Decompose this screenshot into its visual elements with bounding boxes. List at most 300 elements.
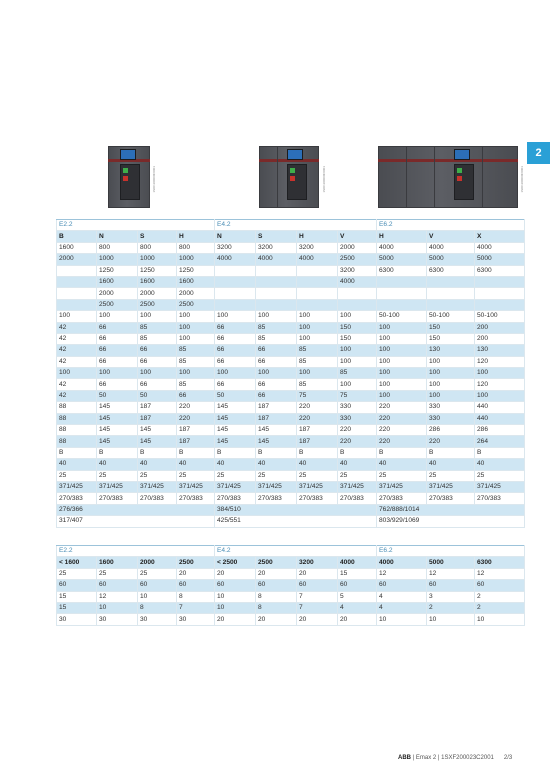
table-row xyxy=(57,356,525,367)
column-header: S xyxy=(256,231,297,242)
table-cell xyxy=(475,288,525,299)
table-cell: 100 xyxy=(377,379,427,390)
table-cell: 60 xyxy=(97,580,138,591)
column-header: S xyxy=(138,231,177,242)
table-cell: 3200 xyxy=(338,265,377,276)
image-code: 1SDC200000F0001 xyxy=(520,166,524,193)
table-cell: 100 xyxy=(427,379,475,390)
table-cell: 4000 xyxy=(377,242,427,253)
table-cell: 264 xyxy=(475,436,525,447)
table-cell: 30 xyxy=(57,614,97,625)
table-cell xyxy=(256,276,297,287)
table-cell: 10 xyxy=(427,614,475,625)
table-cell: 25 xyxy=(215,470,256,481)
table-cell: 100 xyxy=(97,368,138,379)
group-header: E6.2 xyxy=(377,220,525,231)
table-cell: 7 xyxy=(177,602,215,613)
table-cell: 25 xyxy=(138,568,177,579)
table-cell: 8 xyxy=(256,591,297,602)
table-cell: 8 xyxy=(138,602,177,613)
footer-brand: ABB xyxy=(398,755,411,761)
table-cell: 10 xyxy=(215,591,256,602)
column-header-row xyxy=(57,557,525,568)
table-cell: 100 xyxy=(57,311,97,322)
column-header: 2500 xyxy=(177,557,215,568)
group-header-row xyxy=(57,220,525,231)
table-cell: 5000 xyxy=(475,254,525,265)
table-cell: 330 xyxy=(427,413,475,424)
table-cell xyxy=(297,299,338,310)
table-cell: 60 xyxy=(475,580,525,591)
footer-separator: | xyxy=(437,755,442,761)
table-cell: 20 xyxy=(215,568,256,579)
table-cell: 25 xyxy=(57,568,97,579)
table-cell: 40 xyxy=(297,459,338,470)
table-cell xyxy=(427,299,475,310)
table-cell: 4 xyxy=(338,602,377,613)
table-cell: 40 xyxy=(97,459,138,470)
table-cell: 100 xyxy=(377,322,427,333)
table-cell: 220 xyxy=(177,402,215,413)
table-cell: 42 xyxy=(57,379,97,390)
table-cell: 200 xyxy=(475,322,525,333)
table-cell: 75 xyxy=(338,390,377,401)
table-cell: 371/425 xyxy=(138,481,177,492)
table-cell: 100 xyxy=(377,333,427,344)
table-cell: 60 xyxy=(138,580,177,591)
table-row xyxy=(57,568,525,579)
table-cell: B xyxy=(57,447,97,458)
group-header: E6.2 xyxy=(377,546,525,557)
table-cell: 85 xyxy=(177,345,215,356)
table-cell: 25 xyxy=(475,470,525,481)
table-cell: 10 xyxy=(215,602,256,613)
table-cell: 12 xyxy=(377,568,427,579)
table-cell: 40 xyxy=(338,459,377,470)
footer-separator: | xyxy=(412,755,416,761)
table-cell: 60 xyxy=(427,580,475,591)
table-cell: 371/425 xyxy=(57,481,97,492)
table-cell: 1600 xyxy=(177,276,215,287)
table-cell: 220 xyxy=(377,413,427,424)
group-header: E4.2 xyxy=(215,220,377,231)
weight-row xyxy=(57,504,525,515)
table-cell: 220 xyxy=(377,402,427,413)
table-cell: 220 xyxy=(297,402,338,413)
table-cell: 2000 xyxy=(338,242,377,253)
table-cell: 40 xyxy=(215,459,256,470)
table-cell: 66 xyxy=(138,345,177,356)
table-cell: 145 xyxy=(256,436,297,447)
table-cell: 25 xyxy=(177,470,215,481)
table-cell: 145 xyxy=(215,425,256,436)
cabinet-stripe xyxy=(378,159,518,162)
table-cell: 100 xyxy=(297,368,338,379)
table-cell: 220 xyxy=(338,425,377,436)
table-cell: 1600 xyxy=(97,276,138,287)
table-cell xyxy=(338,288,377,299)
table-cell: 270/383 xyxy=(427,493,475,504)
footer-page-number: 2/3 xyxy=(503,755,513,761)
table-cell: 3200 xyxy=(297,242,338,253)
table-cell: 145 xyxy=(97,436,138,447)
table-cell: 270/383 xyxy=(475,493,525,504)
table-cell: 3200 xyxy=(215,242,256,253)
table-row xyxy=(57,299,525,310)
table-cell xyxy=(215,288,256,299)
table-cell: 286 xyxy=(475,425,525,436)
table-cell: 150 xyxy=(338,322,377,333)
table-cell: 2000 xyxy=(138,288,177,299)
table-row xyxy=(57,322,525,333)
table-cell: 200 xyxy=(475,333,525,344)
table-cell: 66 xyxy=(97,345,138,356)
table-cell: 85 xyxy=(177,379,215,390)
table-cell: 1000 xyxy=(97,254,138,265)
table-row xyxy=(57,333,525,344)
table-cell: 66 xyxy=(177,390,215,401)
table-row xyxy=(57,459,525,470)
table-cell: 85 xyxy=(177,356,215,367)
cabinet-seam xyxy=(434,146,435,208)
cabinet-seam xyxy=(277,146,278,208)
cabinet-e42 xyxy=(259,146,319,208)
table-cell: 12 xyxy=(97,591,138,602)
table-cell: 25 xyxy=(297,470,338,481)
table-cell xyxy=(215,299,256,310)
table-cell: 120 xyxy=(475,379,525,390)
table-cell: 66 xyxy=(138,379,177,390)
table-cell: 2 xyxy=(475,591,525,602)
product-image-e42 xyxy=(259,146,333,208)
table-cell: 145 xyxy=(215,413,256,424)
group-header: E4.2 xyxy=(215,546,377,557)
table-cell: 85 xyxy=(138,322,177,333)
table-cell: 1600 xyxy=(138,276,177,287)
table-cell: 4 xyxy=(377,602,427,613)
table-cell: 5000 xyxy=(427,254,475,265)
table-cell: 440 xyxy=(475,413,525,424)
table-cell: 4000 xyxy=(297,254,338,265)
table-cell: 88 xyxy=(57,402,97,413)
table-cell: 286 xyxy=(427,425,475,436)
table-row xyxy=(57,265,525,276)
group-header: E2.2 xyxy=(57,220,215,231)
group-header-row xyxy=(57,546,525,557)
table-cell: 150 xyxy=(427,322,475,333)
table-cell: B xyxy=(338,447,377,458)
column-header: 2500 xyxy=(256,557,297,568)
table-cell: 100 xyxy=(256,311,297,322)
table-cell: 100 xyxy=(338,311,377,322)
table-cell xyxy=(297,288,338,299)
table-cell xyxy=(475,299,525,310)
table-cell xyxy=(256,288,297,299)
table-cell xyxy=(57,299,97,310)
table-cell: 60 xyxy=(256,580,297,591)
table-row xyxy=(57,276,525,287)
table-cell: 30 xyxy=(97,614,138,625)
table-cell: 2000 xyxy=(177,288,215,299)
table-cell: 40 xyxy=(475,459,525,470)
cabinet-seam xyxy=(406,146,407,208)
table-cell: 371/425 xyxy=(215,481,256,492)
table-cell: 2000 xyxy=(57,254,97,265)
cabinet-e22 xyxy=(108,146,150,208)
off-button xyxy=(123,176,128,181)
display-unit xyxy=(120,149,136,160)
table-cell: 15 xyxy=(57,602,97,613)
weight-cell: 276/366 xyxy=(57,504,215,515)
table-cell: 187 xyxy=(256,413,297,424)
table-cell: 100 xyxy=(177,333,215,344)
table-cell xyxy=(377,288,427,299)
table-cell: 371/425 xyxy=(97,481,138,492)
table-cell: 10 xyxy=(138,591,177,602)
table-cell: 1000 xyxy=(177,254,215,265)
display-unit xyxy=(454,149,470,160)
table-cell xyxy=(215,265,256,276)
column-header: 6300 xyxy=(475,557,525,568)
column-header: 4000 xyxy=(338,557,377,568)
table-cell: 330 xyxy=(427,402,475,413)
table-cell: 371/425 xyxy=(177,481,215,492)
table-cell: 66 xyxy=(256,345,297,356)
table-cell: 25 xyxy=(57,470,97,481)
table-row xyxy=(57,591,525,602)
table-cell: 88 xyxy=(57,436,97,447)
table-cell: 100 xyxy=(338,356,377,367)
table-row xyxy=(57,368,525,379)
product-image-e22 xyxy=(108,146,156,208)
table-cell: 25 xyxy=(138,470,177,481)
table-cell: 50-100 xyxy=(475,311,525,322)
table-cell: 12 xyxy=(427,568,475,579)
table-cell: 60 xyxy=(338,580,377,591)
column-header: V xyxy=(338,231,377,242)
table-cell: 4000 xyxy=(475,242,525,253)
table-cell xyxy=(57,288,97,299)
table-cell: 220 xyxy=(338,436,377,447)
table-cell: 60 xyxy=(297,580,338,591)
table-cell: 25 xyxy=(97,568,138,579)
table-cell: 6300 xyxy=(427,265,475,276)
table-cell: 50-100 xyxy=(377,311,427,322)
table-cell: 10 xyxy=(475,614,525,625)
table-cell: 60 xyxy=(377,580,427,591)
table-cell: 100 xyxy=(57,368,97,379)
footer-product: Emax 2 xyxy=(415,755,437,761)
table-row xyxy=(57,254,525,265)
table-cell: 66 xyxy=(215,333,256,344)
table-cell: 7 xyxy=(297,591,338,602)
column-header: < 1600 xyxy=(57,557,97,568)
display-unit xyxy=(287,149,303,160)
table-cell: 145 xyxy=(97,413,138,424)
table-cell: 5 xyxy=(338,591,377,602)
table-cell: B xyxy=(427,447,475,458)
table-cell xyxy=(475,276,525,287)
table-cell: 130 xyxy=(427,345,475,356)
table-cell: 2000 xyxy=(97,288,138,299)
table-cell: 75 xyxy=(297,390,338,401)
table-row xyxy=(57,447,525,458)
table-cell: B xyxy=(256,447,297,458)
footer-spacer xyxy=(496,755,503,761)
specification-table xyxy=(56,219,525,528)
table-row xyxy=(57,413,525,424)
column-header: 3200 xyxy=(297,557,338,568)
table-cell: B xyxy=(215,447,256,458)
off-button xyxy=(457,176,462,181)
table-cell: 371/425 xyxy=(427,481,475,492)
table-cell: 5000 xyxy=(377,254,427,265)
table-cell: 25 xyxy=(97,470,138,481)
table-cell: 100 xyxy=(297,311,338,322)
table-cell: 2500 xyxy=(177,299,215,310)
table-cell: 145 xyxy=(215,402,256,413)
table-cell: 20 xyxy=(215,614,256,625)
table-cell: 25 xyxy=(256,470,297,481)
table-cell: 6300 xyxy=(377,265,427,276)
table-cell: 100 xyxy=(377,368,427,379)
table-cell: 187 xyxy=(177,425,215,436)
table-cell: 150 xyxy=(427,333,475,344)
weight-cell: 384/510 xyxy=(215,504,377,515)
table-cell: B xyxy=(177,447,215,458)
table-cell xyxy=(215,276,256,287)
table-cell: 1600 xyxy=(57,242,97,253)
table-cell: 42 xyxy=(57,322,97,333)
table-cell: 20 xyxy=(297,568,338,579)
table-cell: 1000 xyxy=(138,254,177,265)
column-header: 4000 xyxy=(377,557,427,568)
column-header: 5000 xyxy=(427,557,475,568)
footer-doc-code: 1SXF200023C2001 xyxy=(441,755,494,761)
table-cell: 220 xyxy=(427,436,475,447)
table-cell: 220 xyxy=(377,436,427,447)
table-row xyxy=(57,425,525,436)
table-cell: 100 xyxy=(138,311,177,322)
table-cell: 3 xyxy=(427,591,475,602)
table-cell xyxy=(57,265,97,276)
table-cell xyxy=(377,299,427,310)
table-cell: 270/383 xyxy=(377,493,427,504)
column-header-row xyxy=(57,231,525,242)
column-header: 2000 xyxy=(138,557,177,568)
table-cell: 270/383 xyxy=(138,493,177,504)
table-cell: 66 xyxy=(256,390,297,401)
table-cell: 100 xyxy=(177,368,215,379)
table-cell: 187 xyxy=(138,402,177,413)
table-cell: 25 xyxy=(427,470,475,481)
column-header: N xyxy=(97,231,138,242)
table-cell: 30 xyxy=(177,614,215,625)
table-cell: 100 xyxy=(475,390,525,401)
table-cell xyxy=(427,288,475,299)
section-tab-number: 2 xyxy=(535,147,542,159)
table-row xyxy=(57,580,525,591)
table-cell: 4000 xyxy=(427,242,475,253)
table-cell: 220 xyxy=(297,413,338,424)
table-cell: 60 xyxy=(215,580,256,591)
table-cell: 270/383 xyxy=(215,493,256,504)
on-button xyxy=(457,168,462,173)
table-cell: 145 xyxy=(97,402,138,413)
table-cell: 25 xyxy=(377,470,427,481)
table-cell: 800 xyxy=(138,242,177,253)
table-cell: 66 xyxy=(215,379,256,390)
table-cell: 20 xyxy=(297,614,338,625)
table-cell: 25 xyxy=(338,470,377,481)
table-cell: 66 xyxy=(215,345,256,356)
table-cell: 50-100 xyxy=(427,311,475,322)
table-cell: 40 xyxy=(377,459,427,470)
table-cell: 220 xyxy=(177,413,215,424)
table-cell: 4000 xyxy=(256,254,297,265)
table-cell: 42 xyxy=(57,333,97,344)
table-cell: 8 xyxy=(256,602,297,613)
table-cell xyxy=(297,276,338,287)
table-cell: 10 xyxy=(377,614,427,625)
table-cell: 7 xyxy=(297,602,338,613)
column-header: < 2500 xyxy=(215,557,256,568)
table-cell: 100 xyxy=(215,368,256,379)
table-row xyxy=(57,345,525,356)
column-header: H xyxy=(377,231,427,242)
table-cell: 371/425 xyxy=(475,481,525,492)
table-cell: 66 xyxy=(138,356,177,367)
table-cell: 50 xyxy=(215,390,256,401)
table-cell: 100 xyxy=(338,379,377,390)
table-cell: 66 xyxy=(97,322,138,333)
table-cell: 40 xyxy=(138,459,177,470)
table-row xyxy=(57,481,525,492)
table-row xyxy=(57,311,525,322)
table-cell: 20 xyxy=(338,614,377,625)
table-cell: 50 xyxy=(97,390,138,401)
column-header: N xyxy=(215,231,256,242)
table-cell xyxy=(57,276,97,287)
table-cell: 40 xyxy=(256,459,297,470)
table-cell: 150 xyxy=(338,333,377,344)
off-button xyxy=(290,176,295,181)
table-cell: 100 xyxy=(427,368,475,379)
table-cell: 42 xyxy=(57,356,97,367)
table-row xyxy=(57,379,525,390)
section-tab[interactable] xyxy=(527,142,550,164)
table-cell: 42 xyxy=(57,345,97,356)
table-cell: 187 xyxy=(256,402,297,413)
table-cell: 85 xyxy=(338,368,377,379)
image-code: 1SDC200000F0001 xyxy=(152,166,156,193)
table-row xyxy=(57,288,525,299)
table-cell: 66 xyxy=(97,333,138,344)
table-cell: 1250 xyxy=(138,265,177,276)
table-row xyxy=(57,402,525,413)
table-cell: 60 xyxy=(177,580,215,591)
table-cell: 1250 xyxy=(177,265,215,276)
table-cell: B xyxy=(475,447,525,458)
table-cell: 100 xyxy=(377,345,427,356)
table-cell: 440 xyxy=(475,402,525,413)
table-cell: 371/425 xyxy=(256,481,297,492)
table-cell: 66 xyxy=(256,379,297,390)
table-cell: 66 xyxy=(97,356,138,367)
table-cell: 145 xyxy=(138,425,177,436)
table-cell: B xyxy=(97,447,138,458)
table-cell: 66 xyxy=(97,379,138,390)
